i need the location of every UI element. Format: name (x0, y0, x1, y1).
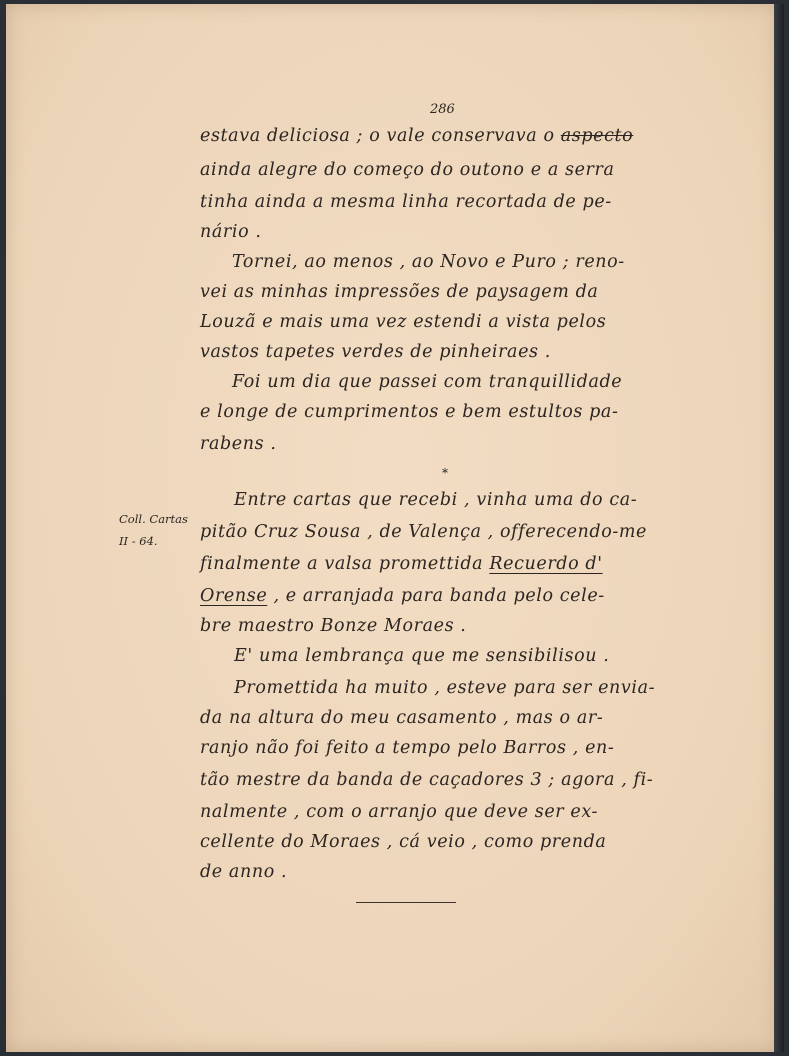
text-line: bre maestro Bonze Moraes . (200, 616, 467, 636)
manuscript-page (6, 4, 778, 1052)
music-title: Orense (200, 586, 268, 606)
text-line: da na altura do meu casamento , mas o ar- (200, 708, 604, 728)
section-separator: * (442, 466, 448, 480)
text-line: Promettida ha muito , esteve para ser envia- (234, 678, 656, 698)
closing-rule (356, 902, 456, 903)
text-line: vastos tapetes verdes de pinheiraes . (200, 342, 551, 362)
text-line: rabens . (200, 434, 277, 454)
text-line: de anno . (200, 862, 288, 882)
text-line: Louzã e mais uma vez estendi a vista pelos (200, 312, 607, 332)
text-line: Tornei, ao menos , ao Novo e Puro ; reno- (232, 252, 625, 272)
text-line: ranjo não foi feito a tempo pelo Barros , en- (200, 738, 615, 758)
text-line: E' uma lembrança que me sensibilisou . (234, 646, 610, 666)
text-line: Foi um dia que passei com tranquillidade (232, 372, 623, 392)
text-line: estava deliciosa ; o vale conservava o aspecto (200, 126, 634, 146)
margin-note-line: Coll. Cartas (119, 512, 188, 526)
music-title: Recuerdo d' (489, 554, 603, 574)
text-line: nário . (200, 222, 262, 242)
page-number: 286 (430, 102, 455, 117)
text-line: e longe de cumprimentos e bem estultos pa- (200, 402, 619, 422)
text-line: pitão Cruz Sousa , de Valença , offerecendo-me (200, 522, 648, 542)
binding-edge (774, 4, 784, 1052)
text-line: ainda alegre do começo do outono e a serra (200, 160, 615, 180)
text-line: Orense , e arranjada para banda pelo cele- (200, 586, 605, 606)
text-line: tinha ainda a mesma linha recortada de pe- (200, 192, 612, 212)
text-line: tão mestre da banda de caçadores 3 ; agora , fi- (200, 770, 654, 790)
text-line: cellente do Moraes , cá veio , como prenda (200, 832, 607, 852)
text-line: vei as minhas impressões de paysagem da (200, 282, 599, 302)
text-line: nalmente , com o arranjo que deve ser ex- (200, 802, 599, 822)
text-line: finalmente a valsa promettida Recuerdo d' (200, 554, 603, 574)
text-line: Entre cartas que recebi , vinha uma do ca- (234, 490, 638, 510)
margin-note (119, 508, 188, 552)
margin-note-line: II - 64. (119, 534, 158, 548)
